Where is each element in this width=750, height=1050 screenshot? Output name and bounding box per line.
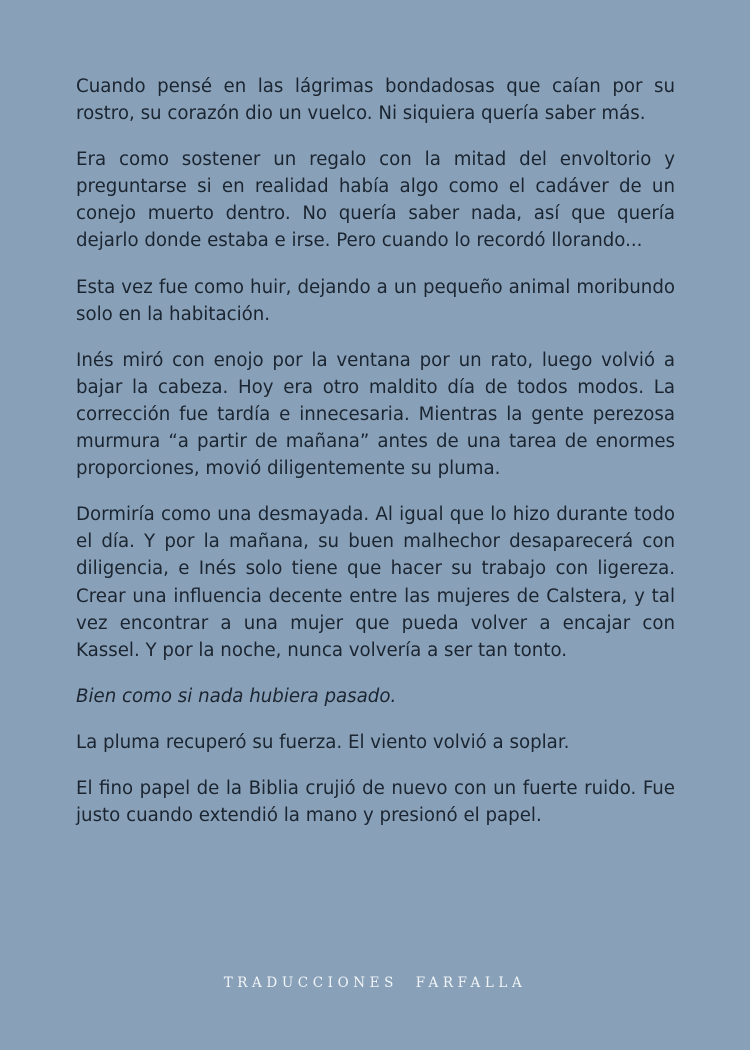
paragraph: Dormiría como una desmayada. Al igual que lo hizo durante todo el día. Y por la mañana, su buen malhechor desaparecerá con diligencia, e Inés solo tiene que hacer su trabajo con ligereza. Crear una influencia decente entre las mujeres de Calstera, y tal vez encontrar a una mujer que pueda volver a encajar con Kassel. Y por la noche, nunca volvería a ser tan tonto. <box>76 504 675 661</box>
italic-paragraph: Bien como si nada hubiera pasado. <box>76 685 397 707</box>
paragraph: Esta vez fue como huir, dejando a un pequeño animal moribundo solo en la habitación. <box>76 276 675 325</box>
paragraph: La pluma recuperó su fuerza. El viento volvió a soplar. <box>76 731 570 753</box>
paragraph: El fino papel de la Biblia crujió de nuevo con un fuerte ruido. Fue justo cuando extendió la mano y presionó el papel. <box>76 777 675 827</box>
paragraph: Inés miró con enojo por la ventana por un rato, luego volvió a bajar la cabeza. Hoy era otro maldito día de todos modos. La corrección fue tardía e innecesaria. Mientras la gente perezosa murmura “a partir de mañana” antes de una tarea de enormes proporciones, movió diligentemente su pluma. <box>76 349 675 480</box>
page-footer: TRADUCCIONES FARFALLA <box>223 975 527 991</box>
document-body <box>76 73 675 848</box>
paragraph: Cuando pensé en las lágrimas bondadosas que caían por su rostro, su corazón dio un vuelco. Ni siquiera quería saber más. <box>76 76 675 125</box>
paragraph: Era como sostener un regalo con la mitad del envoltorio y preguntarse si en realidad había algo como el cadáver de un conejo muerto dentro. No quería saber nada, así que quería dejarlo donde estaba e irse. Pero cuando lo recordó llorando... <box>76 149 675 252</box>
